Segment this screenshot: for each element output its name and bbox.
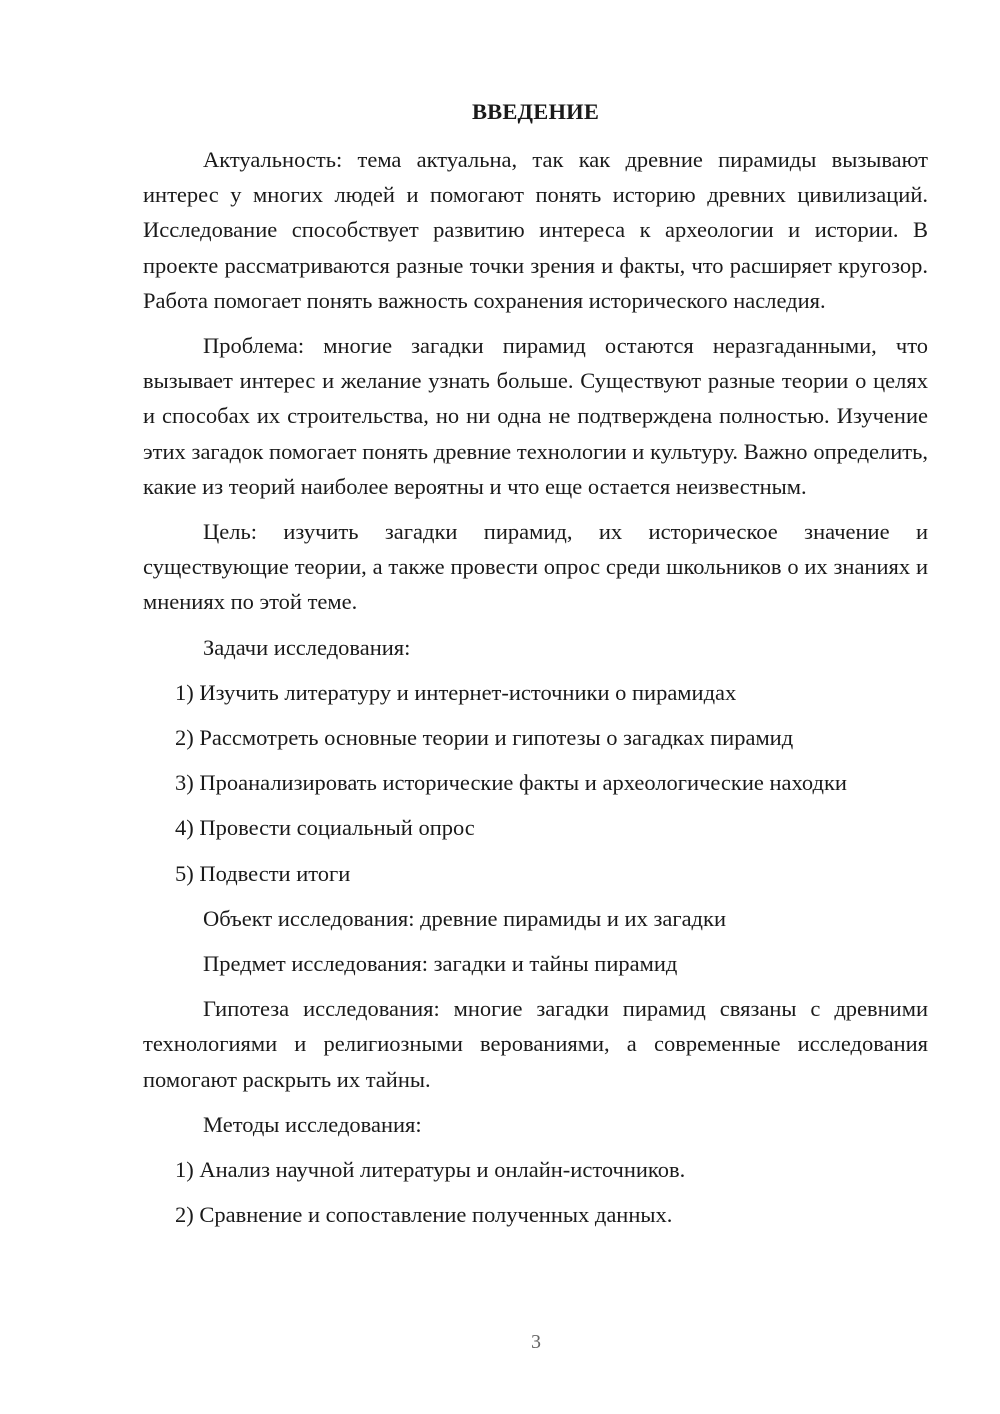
task-item-4: 4) Провести социальный опрос bbox=[175, 815, 475, 841]
research-subject: Предмет исследования: загадки и тайны пирамид bbox=[203, 951, 678, 977]
hypothesis-paragraph: Гипотеза исследования: многие загадки пирамид связаны с древними технологиями и религиозными верованиями, а современные исследования помогают раскрыть их тайны. bbox=[143, 996, 928, 1092]
goal-paragraph: Цель: изучить загадки пирамид, их историческое значение и существующие теории, а также провести опрос среди школьников о их знаниях и мнениях по этой теме. bbox=[143, 519, 928, 615]
document-page bbox=[143, 94, 928, 1242]
methods-heading: Методы исследования: bbox=[203, 1111, 422, 1137]
task-item-5: 5) Подвести итоги bbox=[175, 860, 351, 886]
method-item-2: 2) Сравнение и сопоставление полученных данных. bbox=[175, 1202, 673, 1228]
method-item-1: 1) Анализ научной литературы и онлайн-источников. bbox=[175, 1157, 686, 1183]
task-item-3: 3) Проанализировать исторические факты и археологические находки bbox=[175, 770, 847, 796]
section-title: ВВЕДЕНИЕ bbox=[471, 99, 600, 124]
task-item-2: 2) Рассмотреть основные теории и гипотезы о загадках пирамид bbox=[175, 725, 794, 751]
tasks-heading: Задачи исследования: bbox=[203, 634, 411, 660]
page-number: 3 bbox=[531, 1331, 541, 1353]
research-object: Объект исследования: древние пирамиды и их загадки bbox=[203, 905, 726, 931]
relevance-paragraph: Актуальность: тема актуальна, так как древние пирамиды вызывают интерес у многих людей и помогают понять историю древних цивилизаций. Исследование способствует развитию интереса к археологии и истории. В проекте рассматриваются разные точки зрения и факты, что расширяет кругозор. Работа помогает понять важность сохранения исторического наследия. bbox=[143, 147, 928, 313]
problem-paragraph: Проблема: многие загадки пирамид остаются неразгаданными, что вызывает интерес и желание узнать больше. Существуют разные теории о целях и способах их строительства, но ни одна не подтверждена полностью. Изучение этих загадок помогает понять древние технологии и культуру. Важно определить, какие из теорий наиболее вероятны и что еще остается неизвестным. bbox=[143, 333, 928, 499]
task-item-1: 1) Изучить литературу и интернет-источники о пирамидах bbox=[175, 679, 737, 705]
